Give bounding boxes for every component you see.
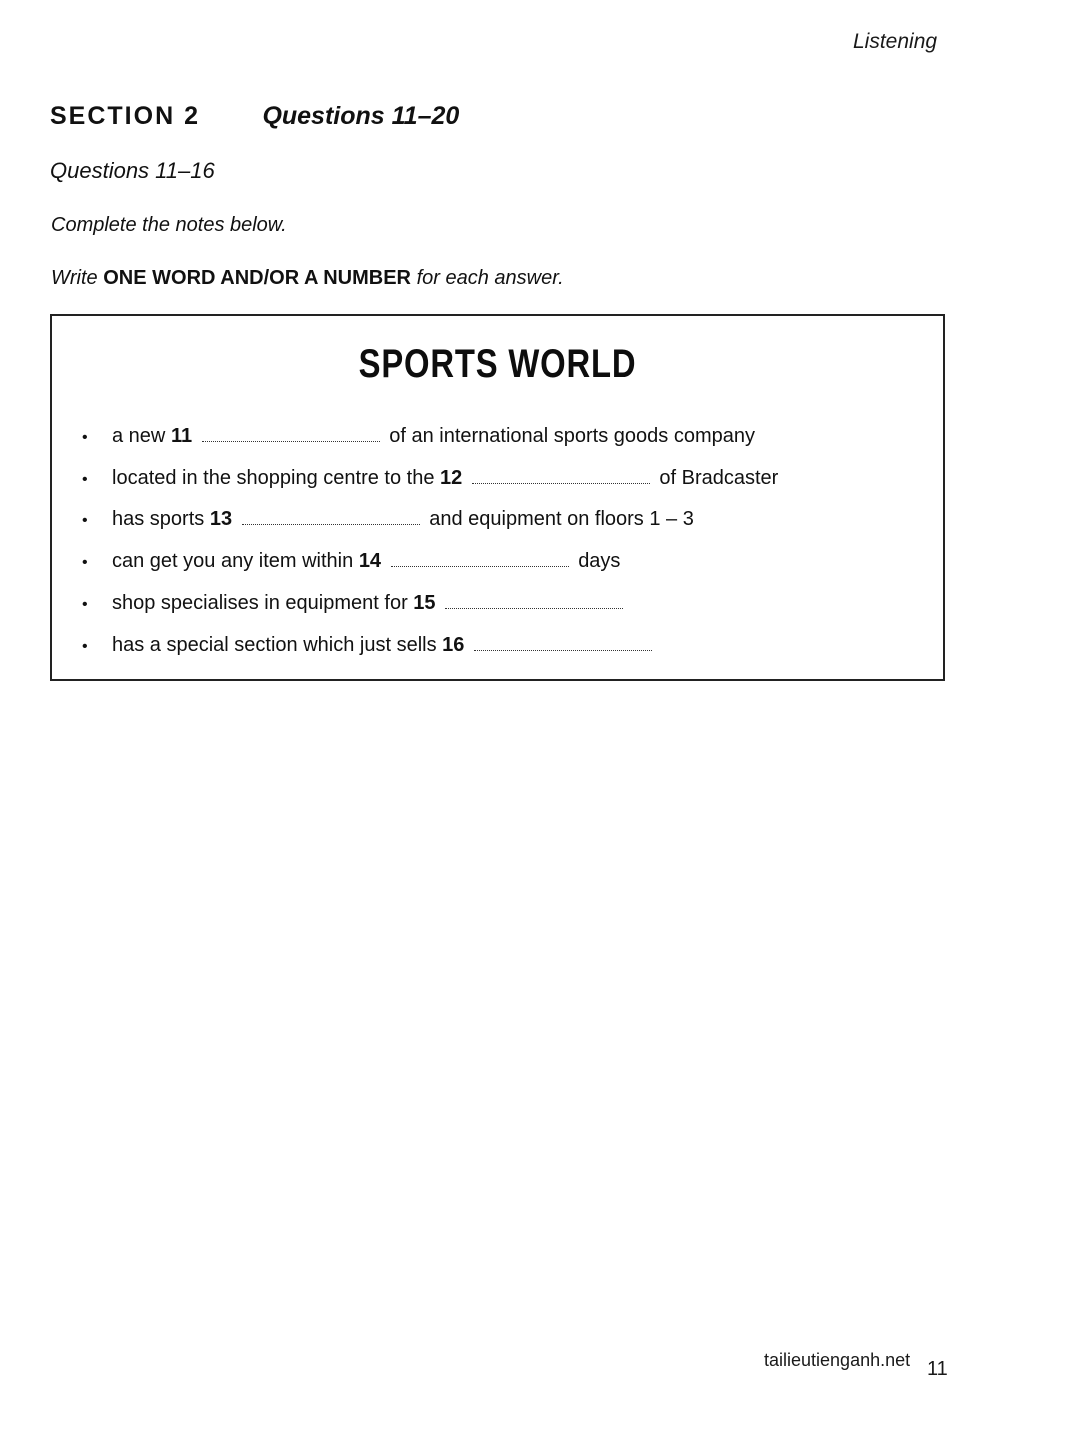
section-heading [50,102,459,131]
note-text-before: can get you any item within [112,550,354,572]
note-text-before: has a special section which just sells [112,634,437,656]
answer-blank-15[interactable] [445,590,623,609]
note-text-after: of Bradcaster [659,467,779,489]
notes-title: SPORTS WORLD [358,342,637,386]
question-number: 14 [358,550,382,572]
question-number: 12 [440,467,463,489]
bullet-icon: • [82,471,88,488]
bullet-icon: • [82,638,88,655]
page-number: 11 [927,1358,948,1380]
section-question-range: Questions 11–20 [262,102,460,130]
subsection-question-range: Questions 11–16 [50,158,215,183]
notes-box [50,314,945,681]
note-item-13 [82,506,694,532]
question-number: 13 [209,508,233,530]
footer-site-name: tailieutienganh.net [764,1350,911,1370]
note-item-14 [82,548,620,574]
page-header-label: Listening [853,30,938,53]
section-title: SECTION 2 [50,102,200,130]
answer-blank-14[interactable] [391,548,569,567]
note-item-12 [82,465,778,491]
answer-blank-11[interactable] [202,423,380,442]
bullet-icon: • [82,554,88,571]
instruction-complete-notes: Complete the notes below. [51,214,287,236]
note-item-15 [82,590,627,616]
instruction-word-limit-bold: ONE WORD AND/OR A NUMBER [103,267,411,289]
note-item-11 [82,423,755,449]
instruction-word-limit-prefix: Write [51,267,98,289]
question-number: 11 [170,425,193,447]
answer-blank-16[interactable] [474,632,652,651]
answer-blank-13[interactable] [242,506,420,525]
note-item-16 [82,632,656,658]
note-text-after: and equipment on floors 1 – 3 [429,508,694,530]
note-text-after: days [578,550,621,572]
note-text-before: a new [112,425,166,447]
note-text-before: has sports [112,508,205,530]
bullet-icon: • [82,512,88,529]
note-text-before: located in the shopping centre to the [112,467,435,489]
bullet-icon: • [82,596,88,613]
answer-blank-12[interactable] [472,465,650,484]
question-number: 15 [413,592,436,614]
bullet-icon: • [82,429,88,446]
note-text-after: of an international sports goods company [389,425,755,447]
instruction-word-limit-suffix: for each answer. [416,267,564,289]
note-text-before: shop specialises in equipment for [112,592,408,614]
question-number: 16 [442,634,465,656]
instruction-word-limit [51,267,564,290]
